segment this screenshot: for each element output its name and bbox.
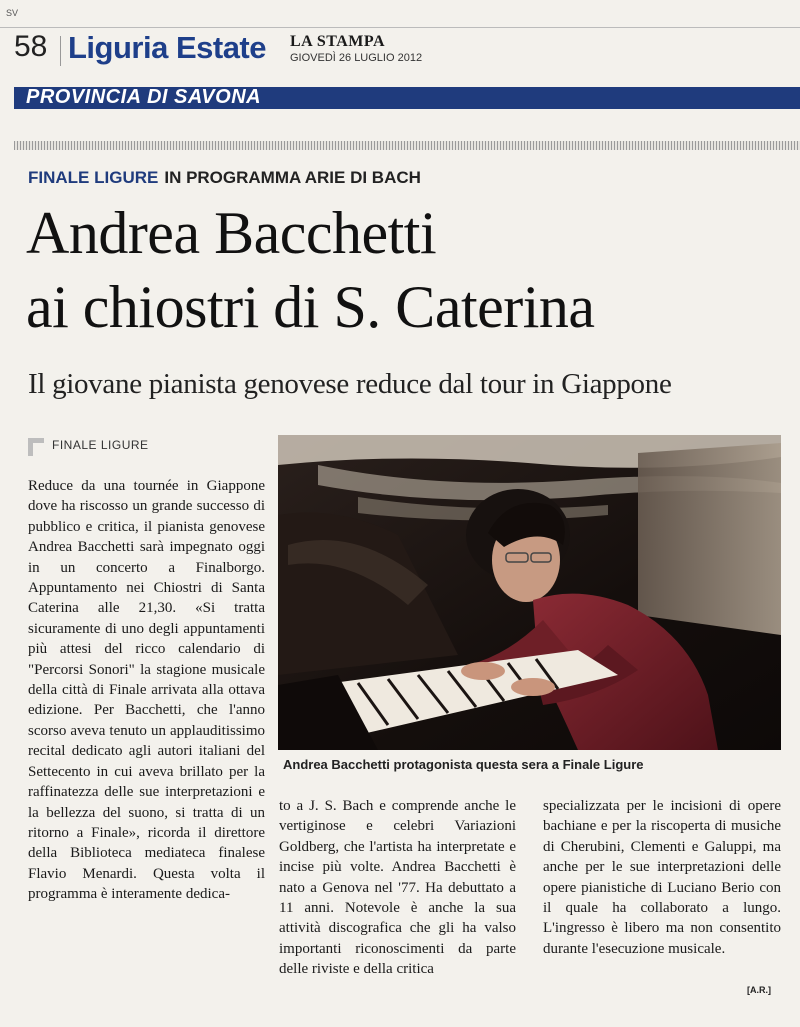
article-column-1: Reduce da una tournée in Giappone dove ha riscosso un grande successo di pubblico e critica, il pianista genovese Andrea Bacchetti sarà impegnato oggi in un concerto a Finalborgo. Appuntamento nei Chiostri di Santa Caterina alle 21,30. «Si tratta sicuramente di uno degli appuntamenti più attesi del ricco calendario di "Percorsi Sonori" la stagione musicale della città di Finale arrivata alla ottava edizione. Per Bacchetti, che l'anno scorso aveva tenuto un applauditissimo recital dedicato agli autori italiani del Settecento in cui aveva brillato per la raffinatezza delle sue interpretazioni e la bellezza del suono, si tratta di un ritorno a Finale», ricorda il direttore della Biblioteca mediateca finalese Flavio Menardi. Questa volta il programma è interamente dedica-	[28, 478, 265, 903]
headline-line-1: Andrea Bacchetti	[26, 200, 437, 266]
author-signature: [A.R.]	[747, 985, 771, 995]
photo-caption: Andrea Bacchetti protagonista questa sera a Finale Ligure	[283, 757, 644, 772]
dateline: FINALE LIGURE	[52, 438, 149, 452]
page-number: 58	[14, 30, 48, 63]
header-separator	[60, 36, 61, 66]
subheadline: Il giovane pianista genovese reduce dal tour in Giappone	[28, 368, 672, 400]
newspaper-name: LA STAMPA	[290, 33, 386, 50]
section-title: Liguria Estate	[68, 30, 266, 65]
province-title: PROVINCIA DI SAVONA	[26, 86, 262, 108]
top-rule	[0, 27, 800, 28]
headline-line-2: ai chiostri di S. Caterina	[26, 274, 595, 340]
pianist-photo-illustration	[278, 435, 781, 750]
headline	[26, 196, 796, 344]
hatched-divider	[14, 141, 800, 150]
issue-date: GIOVEDÌ 26 LUGLIO 2012	[290, 52, 423, 64]
article-column-2: to a J. S. Bach e comprende anche le vertiginose e celebri Variazioni Goldberg, che l'artista ha interpretate e incise più volte. Andrea Bacchetti è nato a Genova nel '77. Ha debuttato a 11 anni. Notevole è anche la sua attività discografica che gli ha valso importanti riconoscimenti da parte delle riviste e della critica	[279, 798, 516, 978]
pianist-photo	[278, 435, 781, 750]
kicker-topic: IN PROGRAMMA ARIE DI BACH	[164, 168, 421, 187]
dateline-corner-icon	[28, 438, 44, 456]
edition-tag: SV	[6, 8, 19, 18]
kicker-place: FINALE LIGURE	[28, 168, 159, 187]
article-column-3: specializzata per le incisioni di opere bachiane e per la riscoperta di musiche di Cherubini, Clementi e Galuppi, ma anche per le sue interpretazioni delle opere pianistiche di Luciano Berio con il quale ha collaborato a lungo. L'ingresso è libero ma non consentito durante l'esecuzione musicale.	[543, 798, 781, 957]
article-kicker	[28, 168, 421, 188]
